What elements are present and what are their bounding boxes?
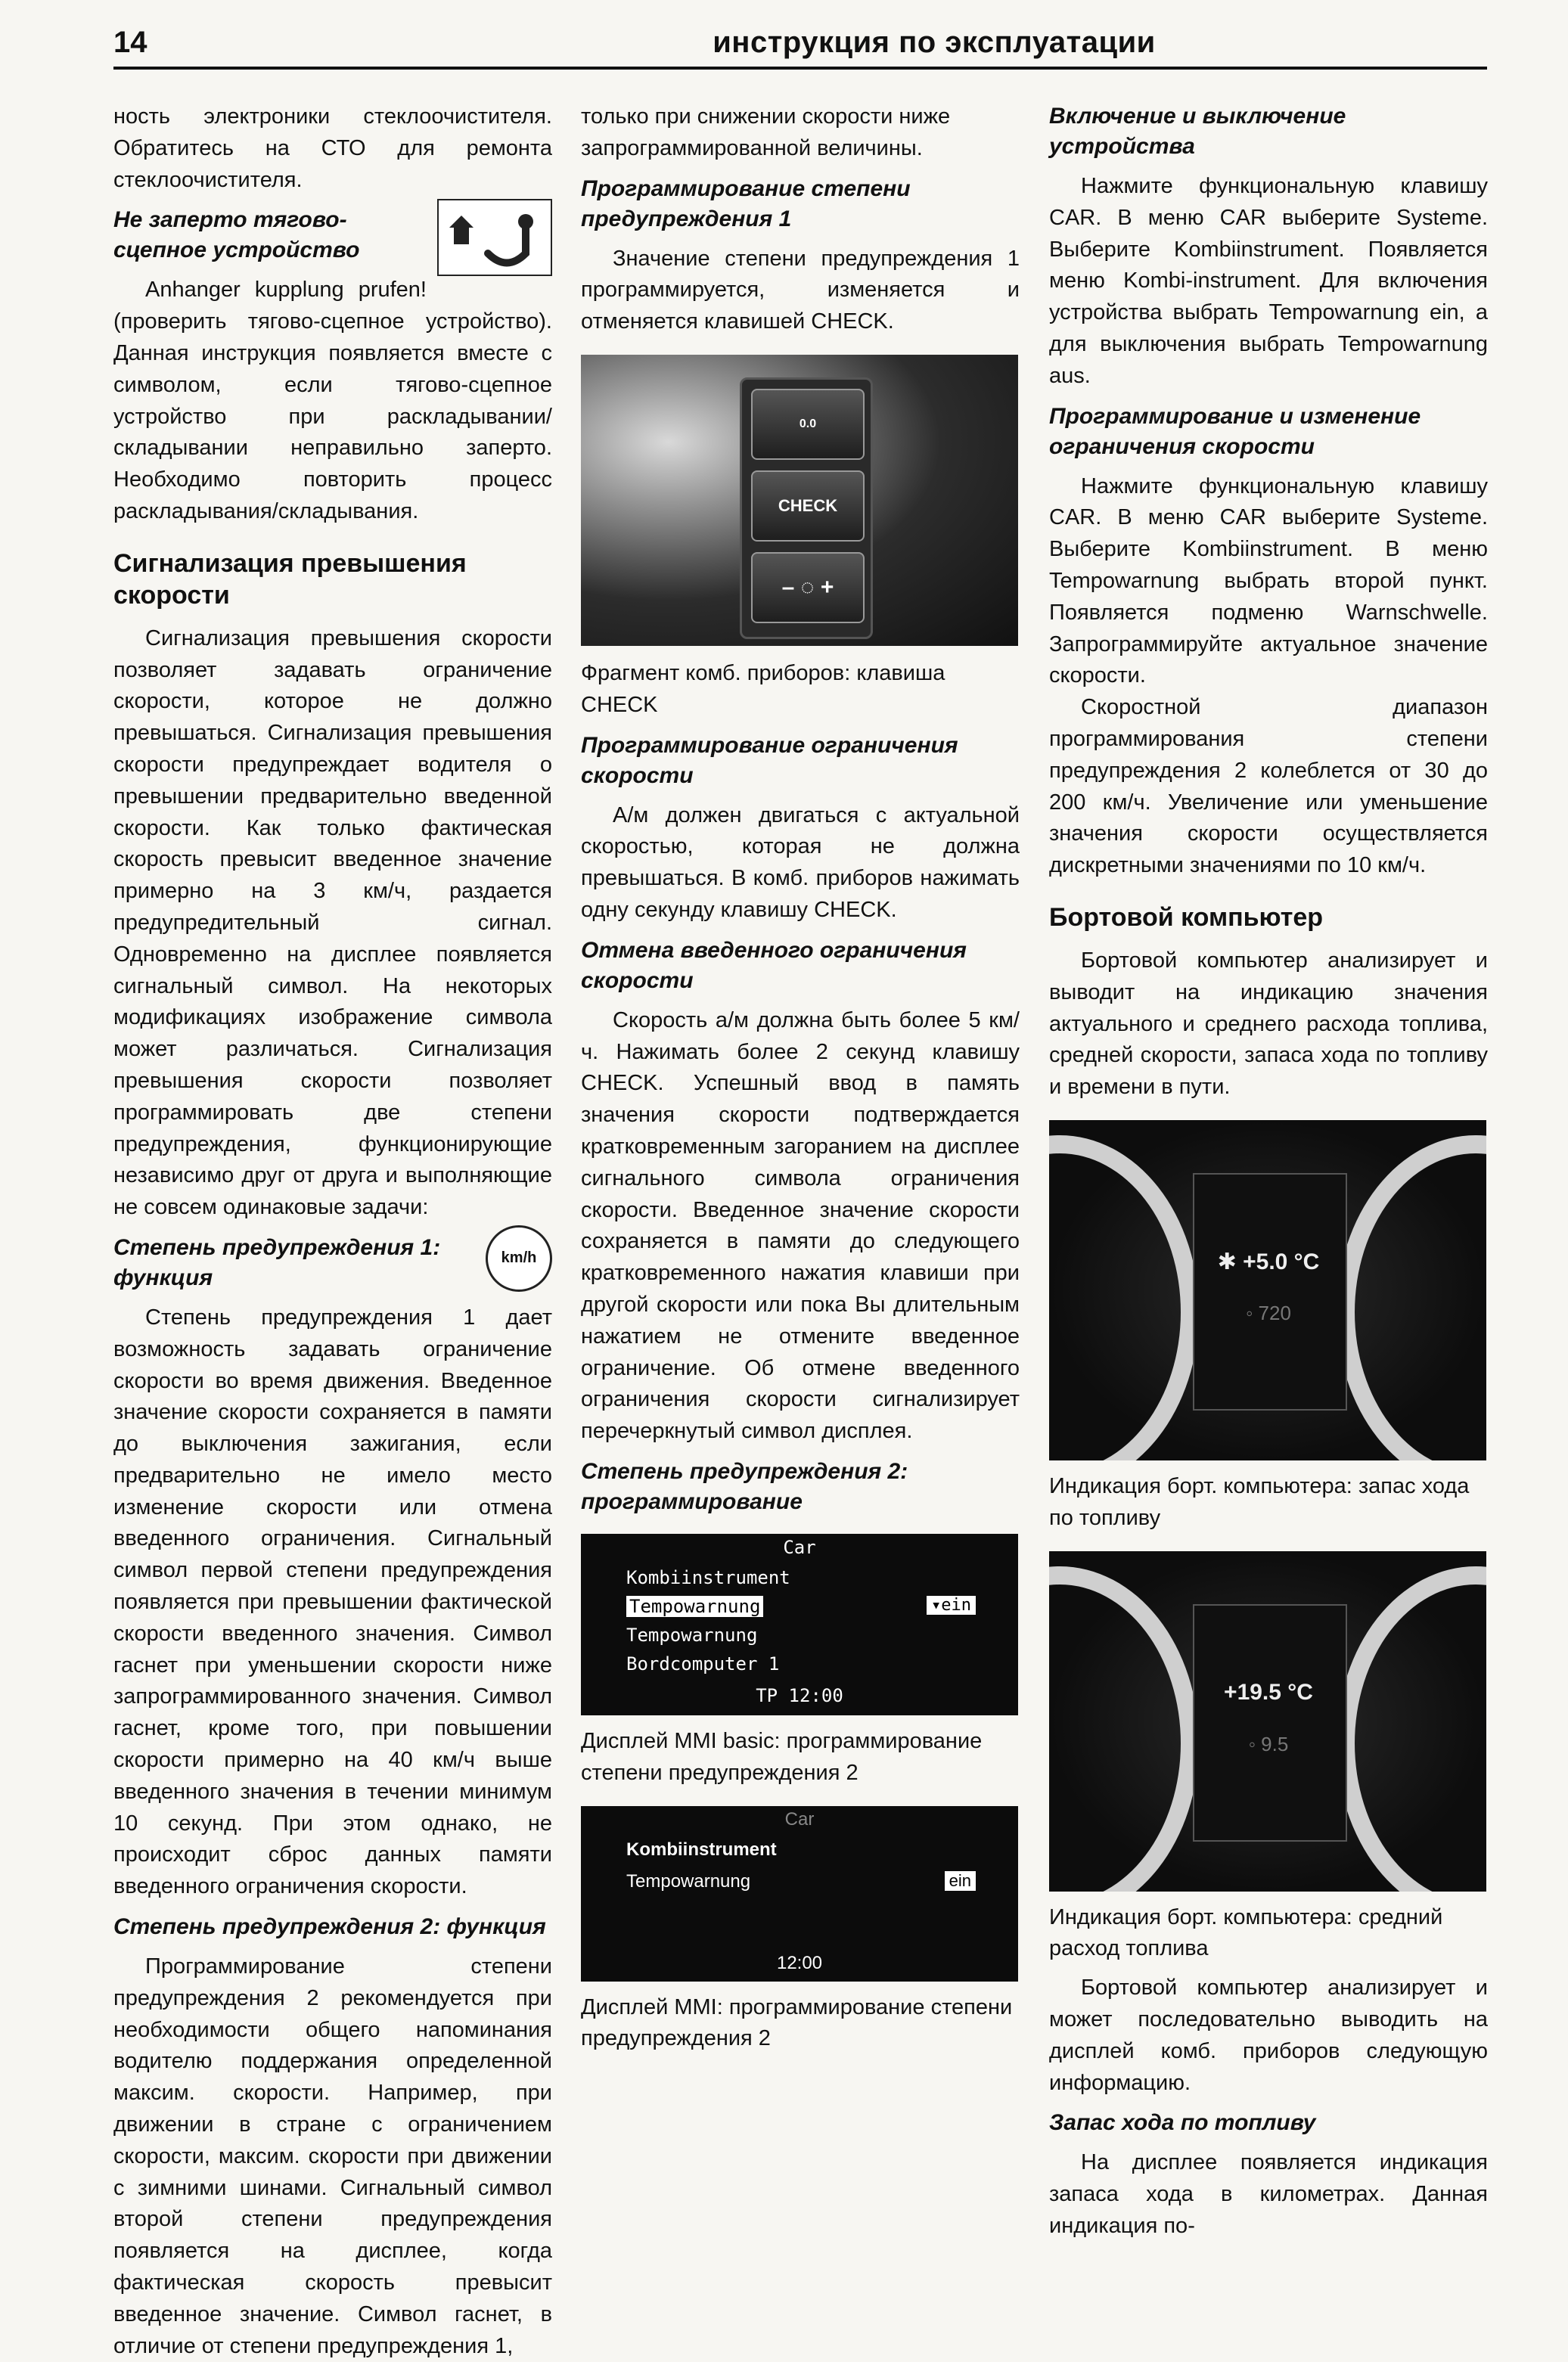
range-text: Скоростной диапазон программирования степени предупреждения 2 колеблется от 30 до 200 км/ч. Увеличение или уменьшение значения скорости осуществляется дискретными значениями по 10 км/ч. <box>1049 695 1488 878</box>
change-text: Нажмите функциональную клавишу CAR. В меню CAR выберите Systeme. Выберите Kombiinstrument. В меню Tempowarnung выбрать второй пункт. Появляется подменю Warnschwelle. Запрограммируйте актуальное значение скорости. <box>1049 473 1488 688</box>
mmi-basic-line-2 <box>626 1596 763 1617</box>
cancel-text: Скорость а/м должна быть более 5 км/ч. Нажимать более 2 секунд клавишу CHECK. Успешный ввод в память значения скорости подтверждается кратковременным загоранием на дисплее сигнального символа ограничения скорости. Введенное значение скорости сохраняется в памяти до следующего кратковременного нажатия клавиши при другой скорости или пока Вы длительным нажатием не отмените введенное ограничение. Об отмене введенного ограничения скорости сигнализирует перечеркнутый символ дисплея. <box>581 1007 1020 1444</box>
mmi-value: ein <box>945 1871 976 1891</box>
column-3 <box>1049 101 1488 2243</box>
column-1 <box>113 101 552 2362</box>
level2-heading: Степень предупреждения 2: функция <box>113 1914 546 1940</box>
mmi-display <box>581 1806 1018 1982</box>
prog1-heading: Программирование степени предупреждения 1 <box>581 175 911 231</box>
prog1-text: Значение степени предупреждения 1 программируется, изменяется и отменяется клавишей CHECK. <box>581 246 1020 334</box>
running-title: инструкция по эксплуатации <box>713 26 1156 59</box>
dash1-caption: Индикация борт. компьютера: запас хода по топливу <box>1049 1473 1470 1530</box>
cancel-heading: Отмена введенного ограничения скорости <box>581 937 967 993</box>
on-off-heading: Включение и выключение устройства <box>1049 104 1346 159</box>
col2-intro: только при снижении скорости ниже запрограммированной величины. <box>581 104 951 160</box>
right-gauge <box>1337 1135 1486 1460</box>
check-button-photo <box>581 355 1018 646</box>
mmi-title: Car <box>784 1808 815 1830</box>
mmi-basic-display <box>581 1534 1018 1715</box>
fuel-range-heading: Запас хода по топливу <box>1049 2110 1316 2136</box>
trailer-text: Anhanger kupplung prufen! (проверить тягово-сцепное устройство). Данная инструкция появляется вместе с символом, если тягово-сцепное устройство при раскладывании/складывании неправильно заперто. Необходимо повторить процесс раскладывания/складывания. <box>113 278 552 523</box>
trailer-heading: Не заперто тягово-сцепное устройство <box>113 207 360 263</box>
mmi-footer: 12:00 <box>776 1952 823 1973</box>
dash-consumption-value: ◦ 9.5 <box>1248 1732 1289 1755</box>
board-computer-text: Бортовой компьютер анализирует и выводит на индикацию значения актуального и среднего расхода топлива, средней скорости, запаса хода по топливу и времени в пути. <box>1049 948 1488 1100</box>
fuel-range-text: На дисплее появляется индикация запаса хода в километрах. Данная индикация по- <box>1049 2150 1488 2238</box>
dimmer-button: – ◌ + <box>751 552 865 623</box>
page-number: 14 <box>113 26 147 59</box>
speed-warning-text: Сигнализация превышения скорости позволяет задавать ограничение скорости, которое не должно превышаться. Сигнализация превышения скорости предупреждает водителя о превышении предварительно введенной скорости. Как только фактическая скорость превысит введенное значение примерно на 3 км/ч, раздается предупредительный сигнал. Одновременно на дисплее появляется сигнальный символ. На некоторых модификациях изображение символа может различаться. Сигнализация превышения скорости позволяет программировать две степени предупреждения, функционирующие независимо друг от друга и выполняющие не совсем одинаковые задачи: <box>113 625 552 1220</box>
mmi-basic-title: Car <box>783 1536 816 1558</box>
mmi-basic-line-4: Bordcomputer 1 <box>626 1653 780 1675</box>
mmi-basic-selected: Tempowarnung <box>626 1596 763 1617</box>
dash-temperature: ✱ +5.0 °C <box>1217 1249 1320 1274</box>
level1-heading: Степень предупреждения 1: функция <box>113 1234 441 1290</box>
board-computer-text-2: Бортовой компьютер анализирует и может последовательно выводить на дисплей комб. приборов следующую информацию. <box>1049 1976 1488 2095</box>
dash-screen <box>1193 1173 1347 1411</box>
mmi-basic-footer: TP 12:00 <box>756 1684 843 1706</box>
button-panel <box>740 377 873 639</box>
speed-warning-heading: Сигнализация превышения скорости <box>113 548 467 610</box>
change-heading: Программирование и изменение ограничения скорости <box>1049 403 1421 459</box>
left-gauge <box>1049 1566 1199 1892</box>
dash2-caption: Индикация борт. компьютера: средний расход топлива <box>1049 1904 1443 1961</box>
check-button: CHECK <box>751 470 865 542</box>
speed-limit-icon: km/h <box>486 1225 552 1292</box>
left-gauge <box>1049 1135 1199 1460</box>
level2-text: Программирование степени предупреждения 2 рекомендуется при необходимости общего напоминания водителю поддержания определенной максим. скорости. Например, при движении в стране с ограничением скорости, максим. скорости при движении с зимними шинами. Сигнальный символ второй степени предупреждения появляется на дисплее, когда фактическая скорость превысит введенное значение. Символ гаснет, в отличие от степени предупреждения 1, <box>113 1954 552 2358</box>
dash-range-value: ◦ 720 <box>1246 1301 1291 1324</box>
board-computer-heading: Бортовой компьютер <box>1049 902 1324 932</box>
dashboard-photo-consumption <box>1049 1551 1486 1892</box>
check-photo-caption: Фрагмент комб. приборов: клавиша CHECK <box>581 660 945 717</box>
prog2-heading: Степень предупреждения 2: программирование <box>581 1458 908 1514</box>
mmi-line-1: Kombiinstrument <box>626 1839 777 1860</box>
dash-temperature: +19.5 °C <box>1224 1679 1313 1705</box>
header-rule <box>113 67 1487 70</box>
level1-text: Степень предупреждения 1 дает возможность задавать ограничение скорости во время движения. Введенное значение скорости сохраняется в памяти до выключения зажигания, если предварительно не имело место изменение скорости или отмена введенного ограничения. Сигнальный символ первой степени предупреждения появляется при превышении фактической скорости введенного значения. Символ гаснет при уменьшении скорости ниже запрограммированного значения. Символ гаснет, кроме того, при повышении скорости примерно на 40 км/ч выше введенного значения в течении минимум 10 секунд. При этом однако, не происходит сброс данных памяти введенного ограничения скорости. <box>113 1305 552 1899</box>
trailer-hitch-icon <box>437 199 552 276</box>
mmi-line-2: Tempowarnung <box>626 1870 751 1892</box>
on-off-text: Нажмите функциональную клавишу CAR. В меню CAR выберите Systeme. Выберите Kombiinstrument. Появляется меню Kombi-instrument. Для включения устройства выбрать Tempowarnung ein, а для выключения выбрать Tempowarnung aus. <box>1049 174 1488 388</box>
mmi-caption: Дисплей MMI: программирование степени предупреждения 2 <box>581 1994 1013 2051</box>
limit-heading: Программирование ограничения скорости <box>581 732 958 788</box>
limit-text: А/м должен двигаться с актуальной скоростью, которая не должна превышаться. В комб. приборов нажимать одну секунду клавишу CHECK. <box>581 802 1020 922</box>
right-gauge <box>1337 1566 1486 1892</box>
page-header <box>113 26 1487 70</box>
dashboard-photo-range <box>1049 1120 1486 1460</box>
mmi-basic-line-3: Tempowarnung <box>626 1624 758 1646</box>
trip-reset-button: 0.0 <box>751 389 865 460</box>
column-2 <box>581 101 1020 2062</box>
col1-intro: ность электроники стеклоочистителя. Обратитесь на СТО для ремонта стеклоочистителя. <box>113 104 552 192</box>
dash-screen <box>1193 1604 1347 1842</box>
mmi-basic-line-1: Kombiinstrument <box>626 1566 790 1588</box>
mmi-basic-caption: Дисплей MMI basic: программирование степени предупреждения 2 <box>581 1728 983 1785</box>
mmi-basic-value: ▾ein <box>927 1596 976 1615</box>
